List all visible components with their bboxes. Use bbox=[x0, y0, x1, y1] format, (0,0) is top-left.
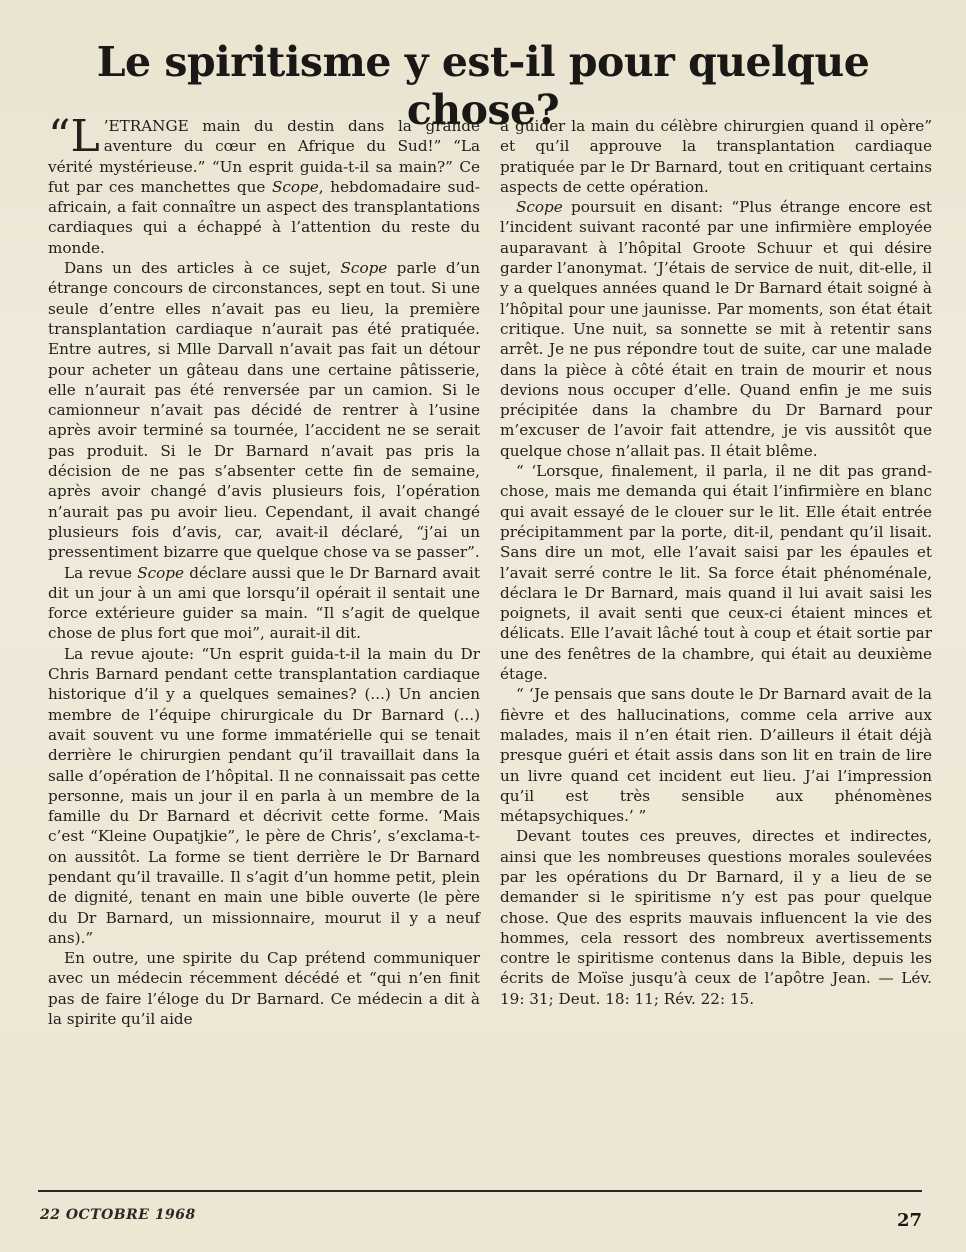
publication-name: Scope bbox=[137, 563, 184, 582]
paragraph: La revue Scope déclare aussi que le Dr Barnard avait dit un jour à un ami que lorsqu’il opérait il sentait une force extérieure guider sa main. “Il s’agit de quelque chose de plus fort que moi”, aurait-il dit. bbox=[48, 563, 480, 643]
issue-date: 22 OCTOBRE 1968 bbox=[40, 1207, 196, 1223]
paragraph: “L ’ETRANGE main du destin dans la grande aventure du cœur en Afrique du Sud!” “La vérité mystérieuse.” “Un esprit guida-t-il sa main?” Ce fut par ces manchettes que Scope, hebdomadaire sud-africain, a fait connaître un aspect des transplantations cardiaques qui a échappé à l’attention du reste du monde. bbox=[48, 111, 481, 257]
paragraph: “ ‘Je pensais que sans doute le Dr Barnard avait de la fièvre et des hallucinations, comme cela arrive aux malades, mais il n’en était rien. D’ailleurs il était déjà presque guéri et était assis dans son lit en train de lire un livre quand cet incident eut lieu. J’ai l’impression qu’il est très sensible aux phénomènes métapsychiques.’ ” bbox=[500, 685, 932, 826]
left-column bbox=[48, 111, 481, 1029]
drop-cap: “L bbox=[48, 111, 100, 162]
paragraph: Dans un des articles à ce sujet, Scope parle d’un étrange concours de circonstances, sept en tout. Si une seule d’entre elles n’avait pas eu lieu, la première transplantation cardiaque n’aurait pas été pratiquée. Entre autres, si Mlle Darvall n’avait pas fait un détour pour acheter un gâteau dans une certaine pâtisserie, elle n’aurait pas été renversée par un camion. Si le camionneur n’avait pas décidé de rentrer à l’usine après avoir terminé sa tournée, l’accident ne se serait pas produit. Si le Dr Barnard n’avait pas pris la décision de ne pas s’absenter cette fin de semaine, après avoir changé d’avis plusieurs fois, l’opération n’aurait pas pu avoir lieu. Cependant, il avait changé plusieurs fois d’avis, car, avait-il déclaré, “j’ai un pressentiment bizarre que quelque chose va se passer”. bbox=[48, 259, 480, 562]
publication-name: Scope bbox=[272, 177, 319, 196]
paragraph: “ ‘Lorsque, finalement, il parla, il ne dit pas grand-chose, mais me demanda qui était l’infirmière en blanc qui avait essayé de le clouer sur le lit. Elle était entrée précipitamment par la porte, dit-il, pendant qu’il lisait. Sans dire un mot, elle l’avait saisi par les épaules et l’avait serré contre le lit. Sa force était phénoménale, déclara le Dr Barnard, mais quand il lui avait saisi les poignets, il avait senti que ceux-ci étaient minces et délicats. Elle l’avait lâché tout à coup et était sortie par une des fenêtres de la chambre, qui était au deuxième étage. bbox=[500, 462, 932, 684]
paragraph: Devant toutes ces preuves, directes et indirectes, ainsi que les nombreuses questions morales soulevées par les opérations du Dr Barnard, il y a lieu de se demander si le spiritisme n’y est pas pour quelque chose. Que des esprits mauvais influencent la vie des hommes, cela ressort des nombreux avertissements contre le spiritisme contenus dans la Bible, depuis les écrits de Moïse jusqu’à ceux de l’apôtre Jean. — Lév. 19: 31; Deut. 18: 11; Rév. 22: 15. bbox=[500, 827, 932, 1008]
paragraph: à guider la main du célèbre chirurgien quand il opère” et qu’il approuve la transplantation cardiaque pratiquée par le Dr Barnard, tout en critiquant certains aspects de cette opération. bbox=[500, 117, 932, 196]
paragraph: Scope poursuit en disant: “Plus étrange encore est l’incident suivant raconté par une infirmière employée auparavant à l’hôpital Groote Schuur et qui désire garder l’anonymat. ‘J’étais de service de nuit, dit-elle, il y a quelques années quand le Dr Barnard était soigné à l’hôpital pour une jaunisse. Par moments, son état était critique. Une nuit, sa sonnette se mit à retentir sans arrêt. Je ne pus répondre tout de suite, car une malade dans la pièce à côté était en train de mourir et nous devions nous occuper d’elle. Quand enfin je me suis précipitée dans la chambre du Dr Barnard pour m’excuser de l’avoir fait attendre, je vis aussitôt que quelque chose n’allait pas. Il était blême. bbox=[500, 198, 932, 460]
footer-divider bbox=[38, 1190, 922, 1192]
publication-name: Scope bbox=[340, 259, 388, 278]
article-title: Le spiritisme y est-il pour quelque chose? bbox=[96, 38, 870, 134]
right-column bbox=[500, 116, 932, 1009]
publication-name: Scope bbox=[516, 198, 563, 217]
paragraph: En outre, une spirite du Cap prétend communiquer avec un médecin récemment décédé et “qui n’en finit pas de faire l’éloge du Dr Barnard. Ce médecin a dit à la spirite qu’il aide bbox=[48, 949, 480, 1029]
page-number: 27 bbox=[896, 1210, 922, 1231]
paragraph: La revue ajoute: “Un esprit guida-t-il la main du Dr Chris Barnard pendant cette transplantation cardiaque historique d’il y a quelques semaines? (...) Un ancien membre de l’équipe chirurgicale du Dr Barnard (...) avait souvent vu une forme immatérielle qui se tenait derrière le chirurgien pendant qu’il travaillait dans la salle d’opération de l’hôpital. Il ne connaissait pas cette personne, mais un jour il en parla à un membre de la famille du Dr Barnard et décrivit cette forme. ‘Mais c’est “Kleine Oupatjkie”, le père de Chris’, s’exclama-t-on aussitôt. La forme se tient derrière le Dr Barnard pendant qu’il travaille. Il s’agit d’un homme petit, plein de dignité, tenant en main une bible ouverte (le père du Dr Barnard, un missionnaire, mourut il y a neuf ans).” bbox=[48, 644, 480, 947]
